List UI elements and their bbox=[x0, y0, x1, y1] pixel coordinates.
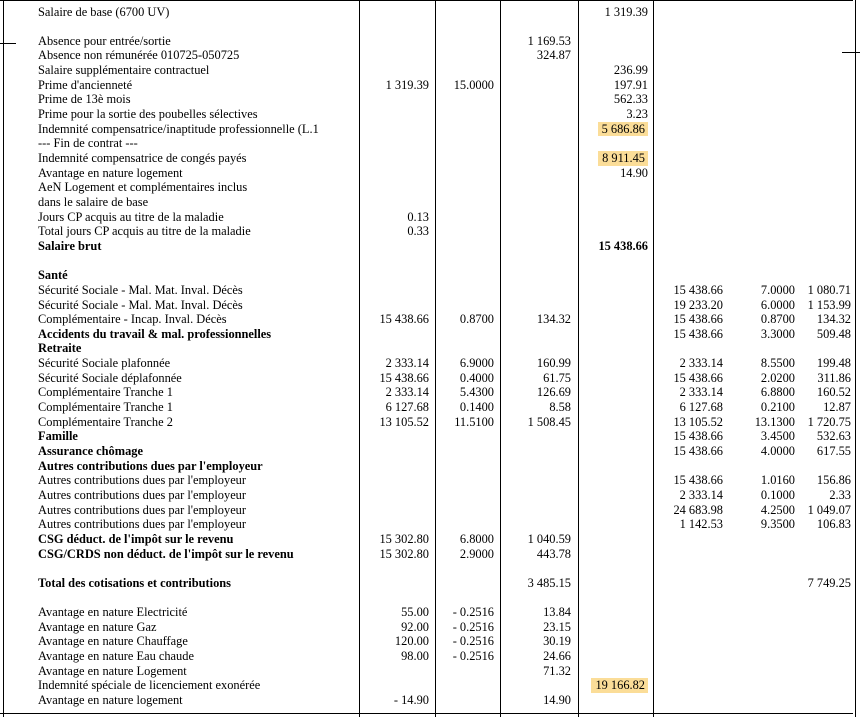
cell-rate: - 0.2516 bbox=[452, 649, 494, 664]
cell-base: 2 333.14 bbox=[385, 356, 429, 371]
cell-employer-rate: 0.8700 bbox=[760, 312, 795, 327]
cell-employer-base: 15 438.66 bbox=[673, 473, 723, 488]
table-row bbox=[0, 488, 860, 503]
row-label: Complémentaire - Incap. Inval. Décès bbox=[38, 312, 227, 327]
cell-employer-base: 6 127.68 bbox=[679, 400, 723, 415]
cell-rate: 0.1400 bbox=[459, 400, 494, 415]
cell-employer-amount: 1 080.71 bbox=[807, 282, 851, 297]
table-row bbox=[0, 195, 860, 210]
table-row bbox=[0, 327, 860, 342]
cell-retenue: 134.32 bbox=[536, 312, 571, 327]
cell-retenue: 1 040.59 bbox=[527, 531, 571, 546]
cell-base: 15 438.66 bbox=[379, 370, 429, 385]
table-row bbox=[0, 312, 860, 327]
row-label: Prime de 13è mois bbox=[38, 92, 131, 107]
cell-retenue: 30.19 bbox=[543, 634, 571, 649]
table-row bbox=[0, 78, 860, 93]
table-row bbox=[0, 166, 860, 181]
cell-retenue: 13.84 bbox=[543, 605, 571, 620]
row-label: Assurance chômage bbox=[38, 444, 143, 458]
cell-employer-amount: 156.86 bbox=[816, 473, 851, 488]
cell-rate: 6.9000 bbox=[459, 356, 494, 371]
cell-employer-base: 2 333.14 bbox=[679, 356, 723, 371]
cell-gain: 1 319.39 bbox=[604, 4, 648, 19]
cell-employer-base: 15 438.66 bbox=[673, 429, 723, 444]
table-row bbox=[0, 283, 860, 298]
cell-retenue: 8.58 bbox=[549, 400, 571, 415]
cell-retenue: 443.78 bbox=[536, 546, 571, 561]
cell-base: 98.00 bbox=[401, 649, 429, 664]
table-row bbox=[0, 356, 860, 371]
table-row bbox=[0, 341, 860, 356]
cell-employer-base: 24 683.98 bbox=[673, 502, 723, 517]
row-label: Avantage en nature Gaz bbox=[38, 619, 157, 634]
row-label: Avantage en nature Logement bbox=[38, 663, 187, 678]
row-label: Total jours CP acquis au titre de la maladie bbox=[38, 224, 251, 239]
cell-gain-highlighted: 19 166.82 bbox=[591, 678, 648, 693]
cell-employer-amount: 1 049.07 bbox=[807, 502, 851, 517]
cell-employer-base: 2 333.14 bbox=[679, 487, 723, 502]
table-row bbox=[0, 298, 860, 313]
table-row bbox=[0, 151, 860, 166]
row-label: Famille bbox=[38, 429, 78, 444]
row-label: Autres contributions dues par l'employeur bbox=[38, 487, 247, 502]
cell-employer-rate: 1.0160 bbox=[760, 473, 795, 488]
table-row bbox=[0, 693, 860, 708]
cell-employer-amount: 1 153.99 bbox=[807, 297, 851, 312]
row-label: Jours CP acquis au titre de la maladie bbox=[38, 209, 224, 224]
table-row bbox=[0, 63, 860, 78]
table-row bbox=[0, 664, 860, 679]
row-label: dans le salaire de base bbox=[38, 194, 149, 209]
cell-retenue: 24.66 bbox=[543, 649, 571, 664]
row-label: Autres contributions dues par l'employeur bbox=[38, 517, 247, 532]
cell-rate: - 0.2516 bbox=[452, 605, 494, 620]
cell-employer-base: 13 105.52 bbox=[673, 414, 723, 429]
table-row bbox=[0, 385, 860, 400]
cell-employer-rate: 4.0000 bbox=[760, 444, 795, 458]
cell-employer-rate: 8.5500 bbox=[760, 356, 795, 371]
cell-gain: 197.91 bbox=[613, 77, 648, 92]
cell-employer-rate: 3.3000 bbox=[760, 326, 795, 341]
row-label: Autres contributions dues par l'employeur bbox=[38, 458, 263, 473]
row-label: Sécurité Sociale déplafonnée bbox=[38, 370, 182, 385]
cell-base: 55.00 bbox=[401, 605, 429, 620]
cell-retenue: 324.87 bbox=[536, 48, 571, 63]
cell-employer-base: 19 233.20 bbox=[673, 297, 723, 312]
row-label: Avantage en nature Eau chaude bbox=[38, 649, 194, 664]
cell-employer-amount: 7 749.25 bbox=[807, 575, 851, 590]
cell-gain: 562.33 bbox=[613, 92, 648, 107]
row-label: Sécurité Sociale plafonnée bbox=[38, 356, 171, 371]
cell-base: 0.13 bbox=[407, 209, 429, 224]
cell-employer-amount: 1 720.75 bbox=[807, 414, 851, 429]
cell-base: 2 333.14 bbox=[385, 385, 429, 400]
cell-rate: 11.5100 bbox=[454, 414, 494, 429]
table-row bbox=[0, 415, 860, 430]
cell-retenue: 14.90 bbox=[543, 693, 571, 708]
cell-employer-base: 15 438.66 bbox=[673, 326, 723, 341]
table-row bbox=[0, 591, 860, 606]
table-row bbox=[0, 473, 860, 488]
cell-employer-rate: 6.8800 bbox=[760, 385, 795, 400]
cell-rate: 0.4000 bbox=[459, 370, 494, 385]
cell-rate: - 0.2516 bbox=[452, 634, 494, 649]
table-row bbox=[0, 649, 860, 664]
row-label: Prime d'ancienneté bbox=[38, 77, 133, 92]
row-label: CSG/CRDS non déduct. de l'impôt sur le revenu bbox=[38, 546, 294, 561]
cell-retenue: 61.75 bbox=[543, 370, 571, 385]
table-row bbox=[0, 547, 860, 562]
cell-employer-base: 15 438.66 bbox=[673, 444, 723, 458]
cell-rate: 6.8000 bbox=[459, 531, 494, 546]
cell-gain: 15 438.66 bbox=[598, 238, 648, 253]
table-row bbox=[0, 122, 860, 137]
cell-employer-rate: 0.1000 bbox=[760, 487, 795, 502]
cell-gain: 3.23 bbox=[626, 107, 648, 122]
cell-employer-base: 1 142.53 bbox=[679, 517, 723, 532]
table-row bbox=[0, 429, 860, 444]
cell-base: 0.33 bbox=[407, 224, 429, 239]
row-label: Complémentaire Tranche 2 bbox=[38, 414, 173, 429]
cell-gain: 236.99 bbox=[613, 63, 648, 78]
table-row bbox=[0, 239, 860, 254]
cell-employer-amount: 311.86 bbox=[817, 370, 851, 385]
cell-base: 92.00 bbox=[401, 619, 429, 634]
cell-rate: 2.9000 bbox=[459, 546, 494, 561]
cell-retenue: 3 485.15 bbox=[527, 575, 571, 590]
cell-employer-rate: 0.2100 bbox=[760, 400, 795, 415]
row-label: AeN Logement et complémentaires inclus bbox=[38, 180, 248, 195]
table-row bbox=[0, 210, 860, 225]
cell-base: 120.00 bbox=[394, 634, 429, 649]
table-row bbox=[0, 48, 860, 63]
cell-employer-base: 15 438.66 bbox=[673, 370, 723, 385]
table-row bbox=[0, 561, 860, 576]
row-label: Autres contributions dues par l'employeur bbox=[38, 473, 247, 488]
cell-gain: 14.90 bbox=[620, 165, 648, 180]
cell-retenue: 23.15 bbox=[543, 619, 571, 634]
table-row bbox=[0, 532, 860, 547]
row-label: Complémentaire Tranche 1 bbox=[38, 385, 173, 400]
table-row bbox=[0, 19, 860, 34]
row-label: Salaire supplémentaire contractuel bbox=[38, 63, 210, 78]
cell-employer-base: 15 438.66 bbox=[673, 312, 723, 327]
cell-employer-rate: 6.0000 bbox=[760, 297, 795, 312]
cell-employer-rate: 9.3500 bbox=[760, 517, 795, 532]
cell-employer-amount: 2.33 bbox=[829, 487, 851, 502]
row-label: Absence pour entrée/sortie bbox=[38, 33, 171, 48]
row-label: Sécurité Sociale - Mal. Mat. Inval. Décès bbox=[38, 297, 243, 312]
cell-employer-base: 15 438.66 bbox=[673, 282, 723, 297]
table-row bbox=[0, 678, 860, 693]
cell-employer-amount: 617.55 bbox=[816, 444, 851, 458]
cell-gain-highlighted: 5 686.86 bbox=[598, 122, 648, 137]
table-row bbox=[0, 576, 860, 591]
row-label: Santé bbox=[38, 268, 68, 283]
row-label: Indemnité compensatrice de congés payés bbox=[38, 151, 247, 165]
table-row bbox=[0, 517, 860, 532]
cell-base: - 14.90 bbox=[393, 693, 429, 708]
cell-base: 13 105.52 bbox=[379, 414, 429, 429]
cell-employer-base: 2 333.14 bbox=[679, 385, 723, 400]
row-label: Total des cotisations et contributions bbox=[38, 575, 231, 590]
table-row bbox=[0, 268, 860, 283]
cell-employer-rate: 13.1300 bbox=[754, 414, 795, 429]
row-label: Avantage en nature logement bbox=[38, 165, 183, 180]
row-label: Avantage en nature Electricité bbox=[38, 605, 188, 620]
table-row bbox=[0, 34, 860, 49]
cell-employer-amount: 160.52 bbox=[816, 385, 851, 400]
table-row bbox=[0, 180, 860, 195]
table-row bbox=[0, 92, 860, 107]
row-label: Indemnité compensatrice/inaptitude professionnelle (L.1 bbox=[38, 121, 319, 136]
row-label: --- Fin de contrat --- bbox=[38, 136, 138, 151]
table-row bbox=[0, 634, 860, 649]
cell-base: 15 302.80 bbox=[379, 531, 429, 546]
row-label: Retraite bbox=[38, 341, 82, 356]
cell-employer-rate: 3.4500 bbox=[760, 429, 795, 444]
cell-rate: - 0.2516 bbox=[452, 619, 494, 634]
table-row bbox=[0, 107, 860, 122]
table-row bbox=[0, 444, 860, 459]
table-row bbox=[0, 136, 860, 151]
cell-rate: 15.0000 bbox=[453, 77, 494, 92]
row-label: Salaire brut bbox=[38, 238, 102, 253]
cell-base: 1 319.39 bbox=[385, 77, 429, 92]
table-row bbox=[0, 5, 860, 20]
table-row bbox=[0, 503, 860, 518]
row-label: Complémentaire Tranche 1 bbox=[38, 400, 173, 415]
table-row bbox=[0, 605, 860, 620]
cell-employer-amount: 532.63 bbox=[816, 429, 851, 444]
row-label: CSG déduct. de l'impôt sur le revenu bbox=[38, 531, 234, 546]
row-label: Sécurité Sociale - Mal. Mat. Inval. Décès bbox=[38, 282, 243, 297]
row-label: Avantage en nature Chauffage bbox=[38, 634, 188, 649]
table-row bbox=[0, 400, 860, 415]
cell-retenue: 1 169.53 bbox=[527, 33, 571, 48]
cell-gain-highlighted: 8 911.45 bbox=[598, 151, 648, 166]
row-label: Prime pour la sortie des poubelles sélectives bbox=[38, 107, 258, 122]
cell-retenue: 126.69 bbox=[536, 385, 571, 400]
cell-retenue: 71.32 bbox=[543, 663, 571, 678]
cell-employer-rate: 4.2500 bbox=[760, 502, 795, 517]
cell-employer-amount: 199.48 bbox=[816, 356, 851, 371]
table-row bbox=[0, 459, 860, 474]
row-label: Salaire de base (6700 UV) bbox=[38, 4, 170, 19]
cell-base: 15 438.66 bbox=[379, 312, 429, 327]
cell-rate: 0.8700 bbox=[459, 312, 494, 327]
cell-employer-amount: 509.48 bbox=[816, 326, 851, 341]
table-row bbox=[0, 371, 860, 386]
cell-base: 15 302.80 bbox=[379, 546, 429, 561]
row-label: Absence non rémunérée 010725-050725 bbox=[38, 48, 240, 63]
cell-employer-amount: 134.32 bbox=[816, 312, 851, 327]
cell-employer-rate: 2.0200 bbox=[760, 370, 795, 385]
table-row bbox=[0, 620, 860, 635]
table-row bbox=[0, 224, 860, 239]
cell-retenue: 1 508.45 bbox=[527, 414, 571, 429]
table-row bbox=[0, 254, 860, 269]
row-label: Autres contributions dues par l'employeur bbox=[38, 502, 247, 517]
cell-employer-rate: 7.0000 bbox=[760, 282, 795, 297]
cell-rate: 5.4300 bbox=[459, 385, 494, 400]
cell-employer-amount: 106.83 bbox=[816, 517, 851, 532]
cell-retenue: 160.99 bbox=[536, 356, 571, 371]
row-label: Avantage en nature logement bbox=[38, 693, 183, 708]
row-label: Accidents du travail & mal. professionnelles bbox=[38, 326, 272, 341]
cell-base: 6 127.68 bbox=[385, 400, 429, 415]
row-label: Indemnité spéciale de licenciement exonérée bbox=[38, 678, 261, 693]
cell-employer-amount: 12.87 bbox=[823, 400, 851, 415]
